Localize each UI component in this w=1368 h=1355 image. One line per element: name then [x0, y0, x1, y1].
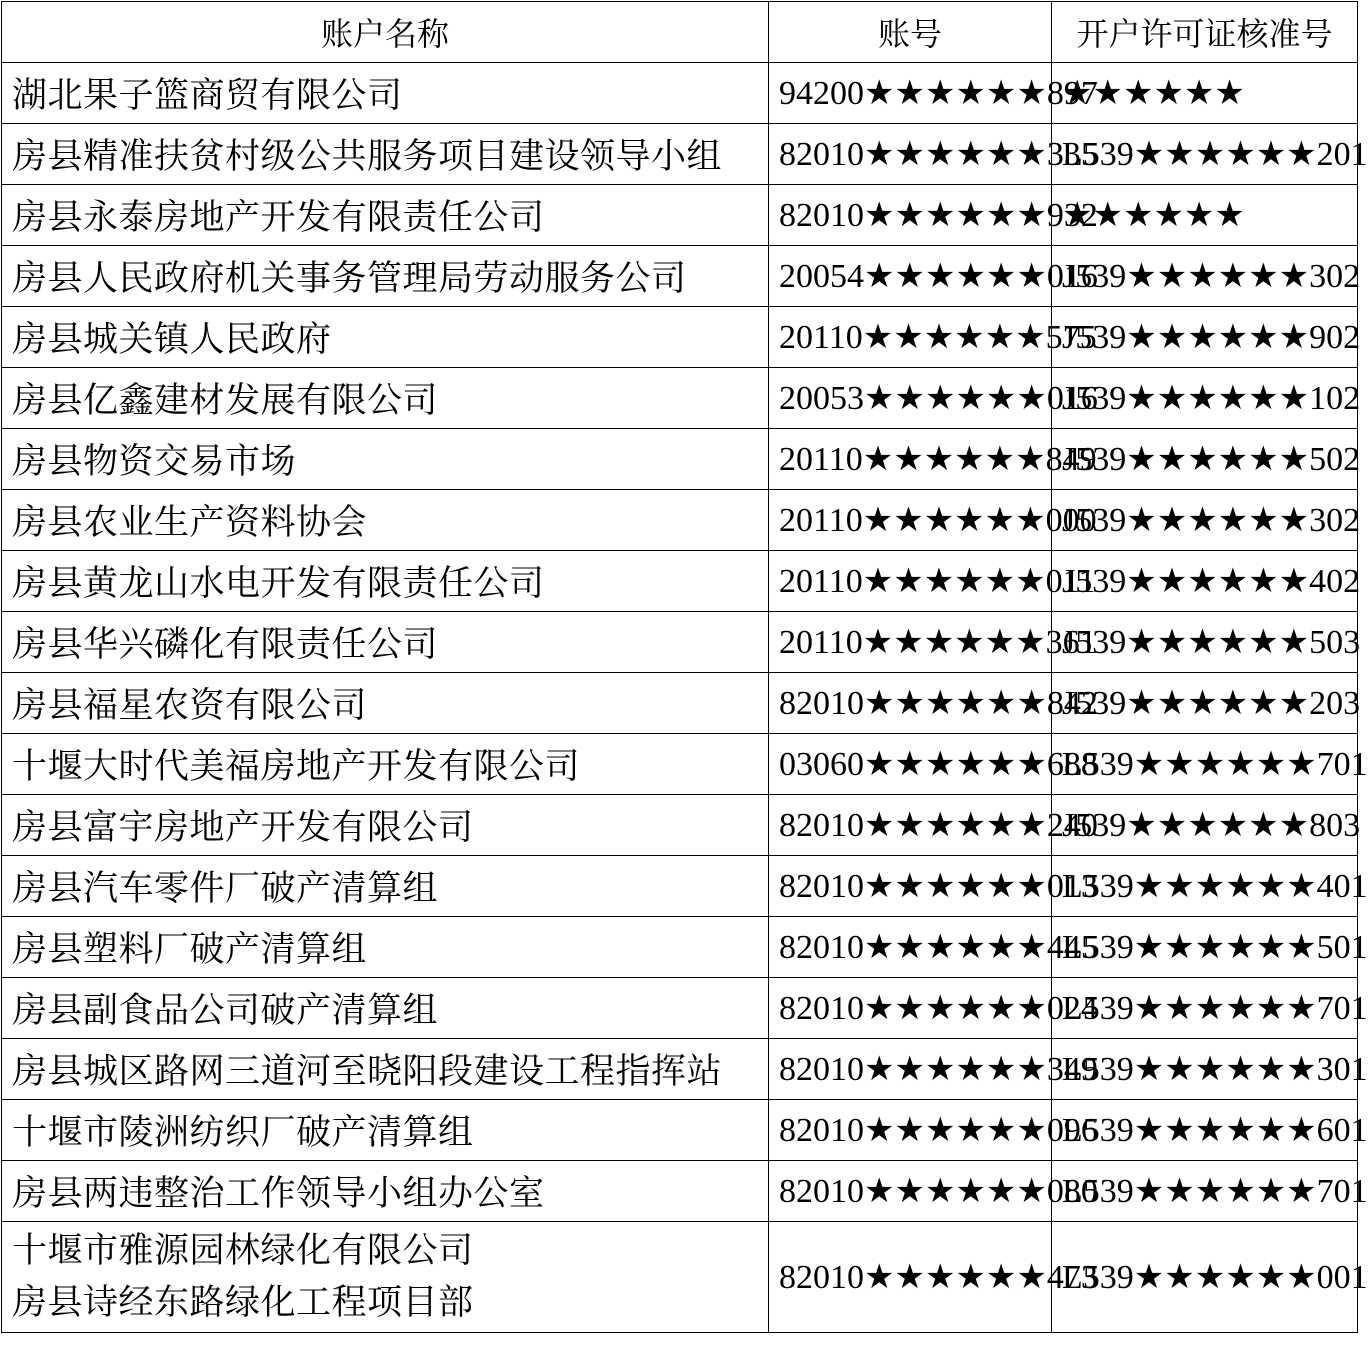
cell-permit-number: J539★★★★★★502	[1052, 429, 1358, 490]
header-account-name: 账户名称	[2, 2, 769, 63]
header-permit-number: 开户许可证核准号	[1052, 2, 1358, 63]
cell-account-name	[2, 795, 769, 856]
table-row	[2, 490, 1358, 551]
header-row	[2, 2, 1358, 63]
cell-permit-number: L539★★★★★★601	[1052, 1100, 1358, 1161]
cell-permit-number: J539★★★★★★102	[1052, 368, 1358, 429]
account-name-line: 房县城关镇人民政府	[12, 320, 332, 360]
account-name-line: 十堰市陵洲纺织厂破产清算组	[12, 1113, 474, 1153]
table-row	[2, 734, 1358, 795]
table-row	[2, 185, 1358, 246]
account-name-line: 房县精准扶贫村级公共服务项目建设领导小组	[12, 137, 723, 177]
cell-permit-number: J539★★★★★★902	[1052, 307, 1358, 368]
cell-permit-number: L539★★★★★★301	[1052, 1039, 1358, 1100]
table-row	[2, 795, 1358, 856]
cell-account-name	[2, 1100, 769, 1161]
cell-account-number: 20110★★★★★★575	[769, 307, 1052, 368]
cell-permit-number: L539★★★★★★201	[1052, 124, 1358, 185]
cell-account-number: 03060★★★★★★688	[769, 734, 1052, 795]
account-name-line: 房县城区路网三道河至晓阳段建设工程指挥站	[12, 1052, 723, 1092]
table-row	[2, 856, 1358, 917]
table-row	[2, 917, 1358, 978]
cell-account-name	[2, 1222, 769, 1333]
cell-account-number: 20110★★★★★★361	[769, 612, 1052, 673]
table-row	[2, 612, 1358, 673]
cell-account-name	[2, 490, 769, 551]
cell-account-number: 82010★★★★★★445	[769, 917, 1052, 978]
table-row	[2, 673, 1358, 734]
cell-account-number: 82010★★★★★★349	[769, 1039, 1052, 1100]
account-name-line: 房县黄龙山水电开发有限责任公司	[12, 564, 545, 604]
table-row	[2, 1100, 1358, 1161]
account-name-line: 房县福星农资有限公司	[12, 686, 368, 726]
table-row	[2, 1161, 1358, 1222]
cell-permit-number: L539★★★★★★501	[1052, 917, 1358, 978]
account-name-line: 房县诗经东路绿化工程项目部	[12, 1283, 474, 1323]
cell-account-number: 82010★★★★★★335	[769, 124, 1052, 185]
cell-account-number: 82010★★★★★★473	[769, 1222, 1052, 1333]
account-name-line: 房县富宇房地产开发有限公司	[12, 808, 474, 848]
cell-account-name	[2, 612, 769, 673]
account-name-line: 房县永泰房地产开发有限责任公司	[12, 198, 545, 238]
table-row	[2, 1039, 1358, 1100]
table-body	[2, 63, 1368, 1333]
cell-permit-number: J539★★★★★★402	[1052, 551, 1358, 612]
cell-account-name	[2, 1161, 769, 1222]
cell-permit-number: J539★★★★★★302	[1052, 246, 1358, 307]
account-name-line: 房县农业生产资料协会	[12, 503, 368, 543]
cell-permit-number: J539★★★★★★302	[1052, 490, 1358, 551]
cell-permit-number: ★★★★★★	[1052, 185, 1358, 246]
account-name-line: 房县人民政府机关事务管理局劳动服务公司	[12, 259, 687, 299]
cell-account-name	[2, 978, 769, 1039]
cell-permit-number: J539★★★★★★503	[1052, 612, 1358, 673]
cell-account-number: 82010★★★★★★842	[769, 673, 1052, 734]
cell-account-name	[2, 734, 769, 795]
cell-account-name	[2, 246, 769, 307]
cell-permit-number: ★★★★★★	[1052, 63, 1358, 124]
account-name-line: 十堰市雅源园林绿化有限公司	[12, 1231, 474, 1271]
cell-account-number: 20110★★★★★★849	[769, 429, 1052, 490]
table-row	[2, 307, 1358, 368]
cell-account-number: 20110★★★★★★011	[769, 551, 1052, 612]
account-name-line: 房县塑料厂破产清算组	[12, 930, 368, 970]
cell-account-name	[2, 185, 769, 246]
table-row	[2, 1222, 1358, 1333]
accounts-table	[1, 1, 1368, 1333]
cell-account-number: 82010★★★★★★080	[769, 1161, 1052, 1222]
account-name-line: 房县汽车零件厂破产清算组	[12, 869, 439, 909]
cell-permit-number: L539★★★★★★001	[1052, 1222, 1358, 1333]
cell-account-name	[2, 917, 769, 978]
table-row	[2, 551, 1358, 612]
cell-account-number: 94200★★★★★★897	[769, 63, 1052, 124]
cell-permit-number: L539★★★★★★701	[1052, 1161, 1358, 1222]
cell-account-name	[2, 551, 769, 612]
table-header	[2, 2, 1358, 63]
cell-account-name	[2, 307, 769, 368]
header-account-number: 账号	[769, 2, 1052, 63]
cell-permit-number: L539★★★★★★701	[1052, 978, 1358, 1039]
table-row	[2, 63, 1358, 124]
cell-permit-number: J539★★★★★★803	[1052, 795, 1358, 856]
cell-permit-number: L539★★★★★★401	[1052, 856, 1358, 917]
cell-account-name	[2, 124, 769, 185]
cell-account-number: 82010★★★★★★932	[769, 185, 1052, 246]
table-row	[2, 978, 1358, 1039]
cell-account-number: 20110★★★★★★000	[769, 490, 1052, 551]
account-name-line: 十堰大时代美福房地产开发有限公司	[12, 747, 581, 787]
cell-account-name	[2, 429, 769, 490]
cell-account-number: 82010★★★★★★024	[769, 978, 1052, 1039]
table-row	[2, 429, 1358, 490]
table-row	[2, 246, 1358, 307]
cell-permit-number: J539★★★★★★203	[1052, 673, 1358, 734]
cell-account-number: 82010★★★★★★096	[769, 1100, 1052, 1161]
cell-account-name	[2, 856, 769, 917]
cell-account-name	[2, 63, 769, 124]
account-name-line: 房县物资交易市场	[12, 442, 297, 482]
cell-account-number: 82010★★★★★★013	[769, 856, 1052, 917]
account-name-line: 房县副食品公司破产清算组	[12, 991, 439, 1031]
cell-account-name	[2, 1039, 769, 1100]
cell-account-number: 20053★★★★★★016	[769, 368, 1052, 429]
account-name-line: 房县两违整治工作领导小组办公室	[12, 1174, 545, 1214]
cell-account-name	[2, 368, 769, 429]
cell-permit-number: L539★★★★★★701	[1052, 734, 1358, 795]
cell-account-name	[2, 673, 769, 734]
account-name-line: 房县亿鑫建材发展有限公司	[12, 381, 439, 421]
account-name-line: 湖北果子篮商贸有限公司	[12, 76, 403, 116]
table-row	[2, 124, 1358, 185]
cell-account-number: 20054★★★★★★016	[769, 246, 1052, 307]
cell-account-number: 82010★★★★★★240	[769, 795, 1052, 856]
account-name-line: 房县华兴磷化有限责任公司	[12, 625, 439, 665]
table-row	[2, 368, 1358, 429]
